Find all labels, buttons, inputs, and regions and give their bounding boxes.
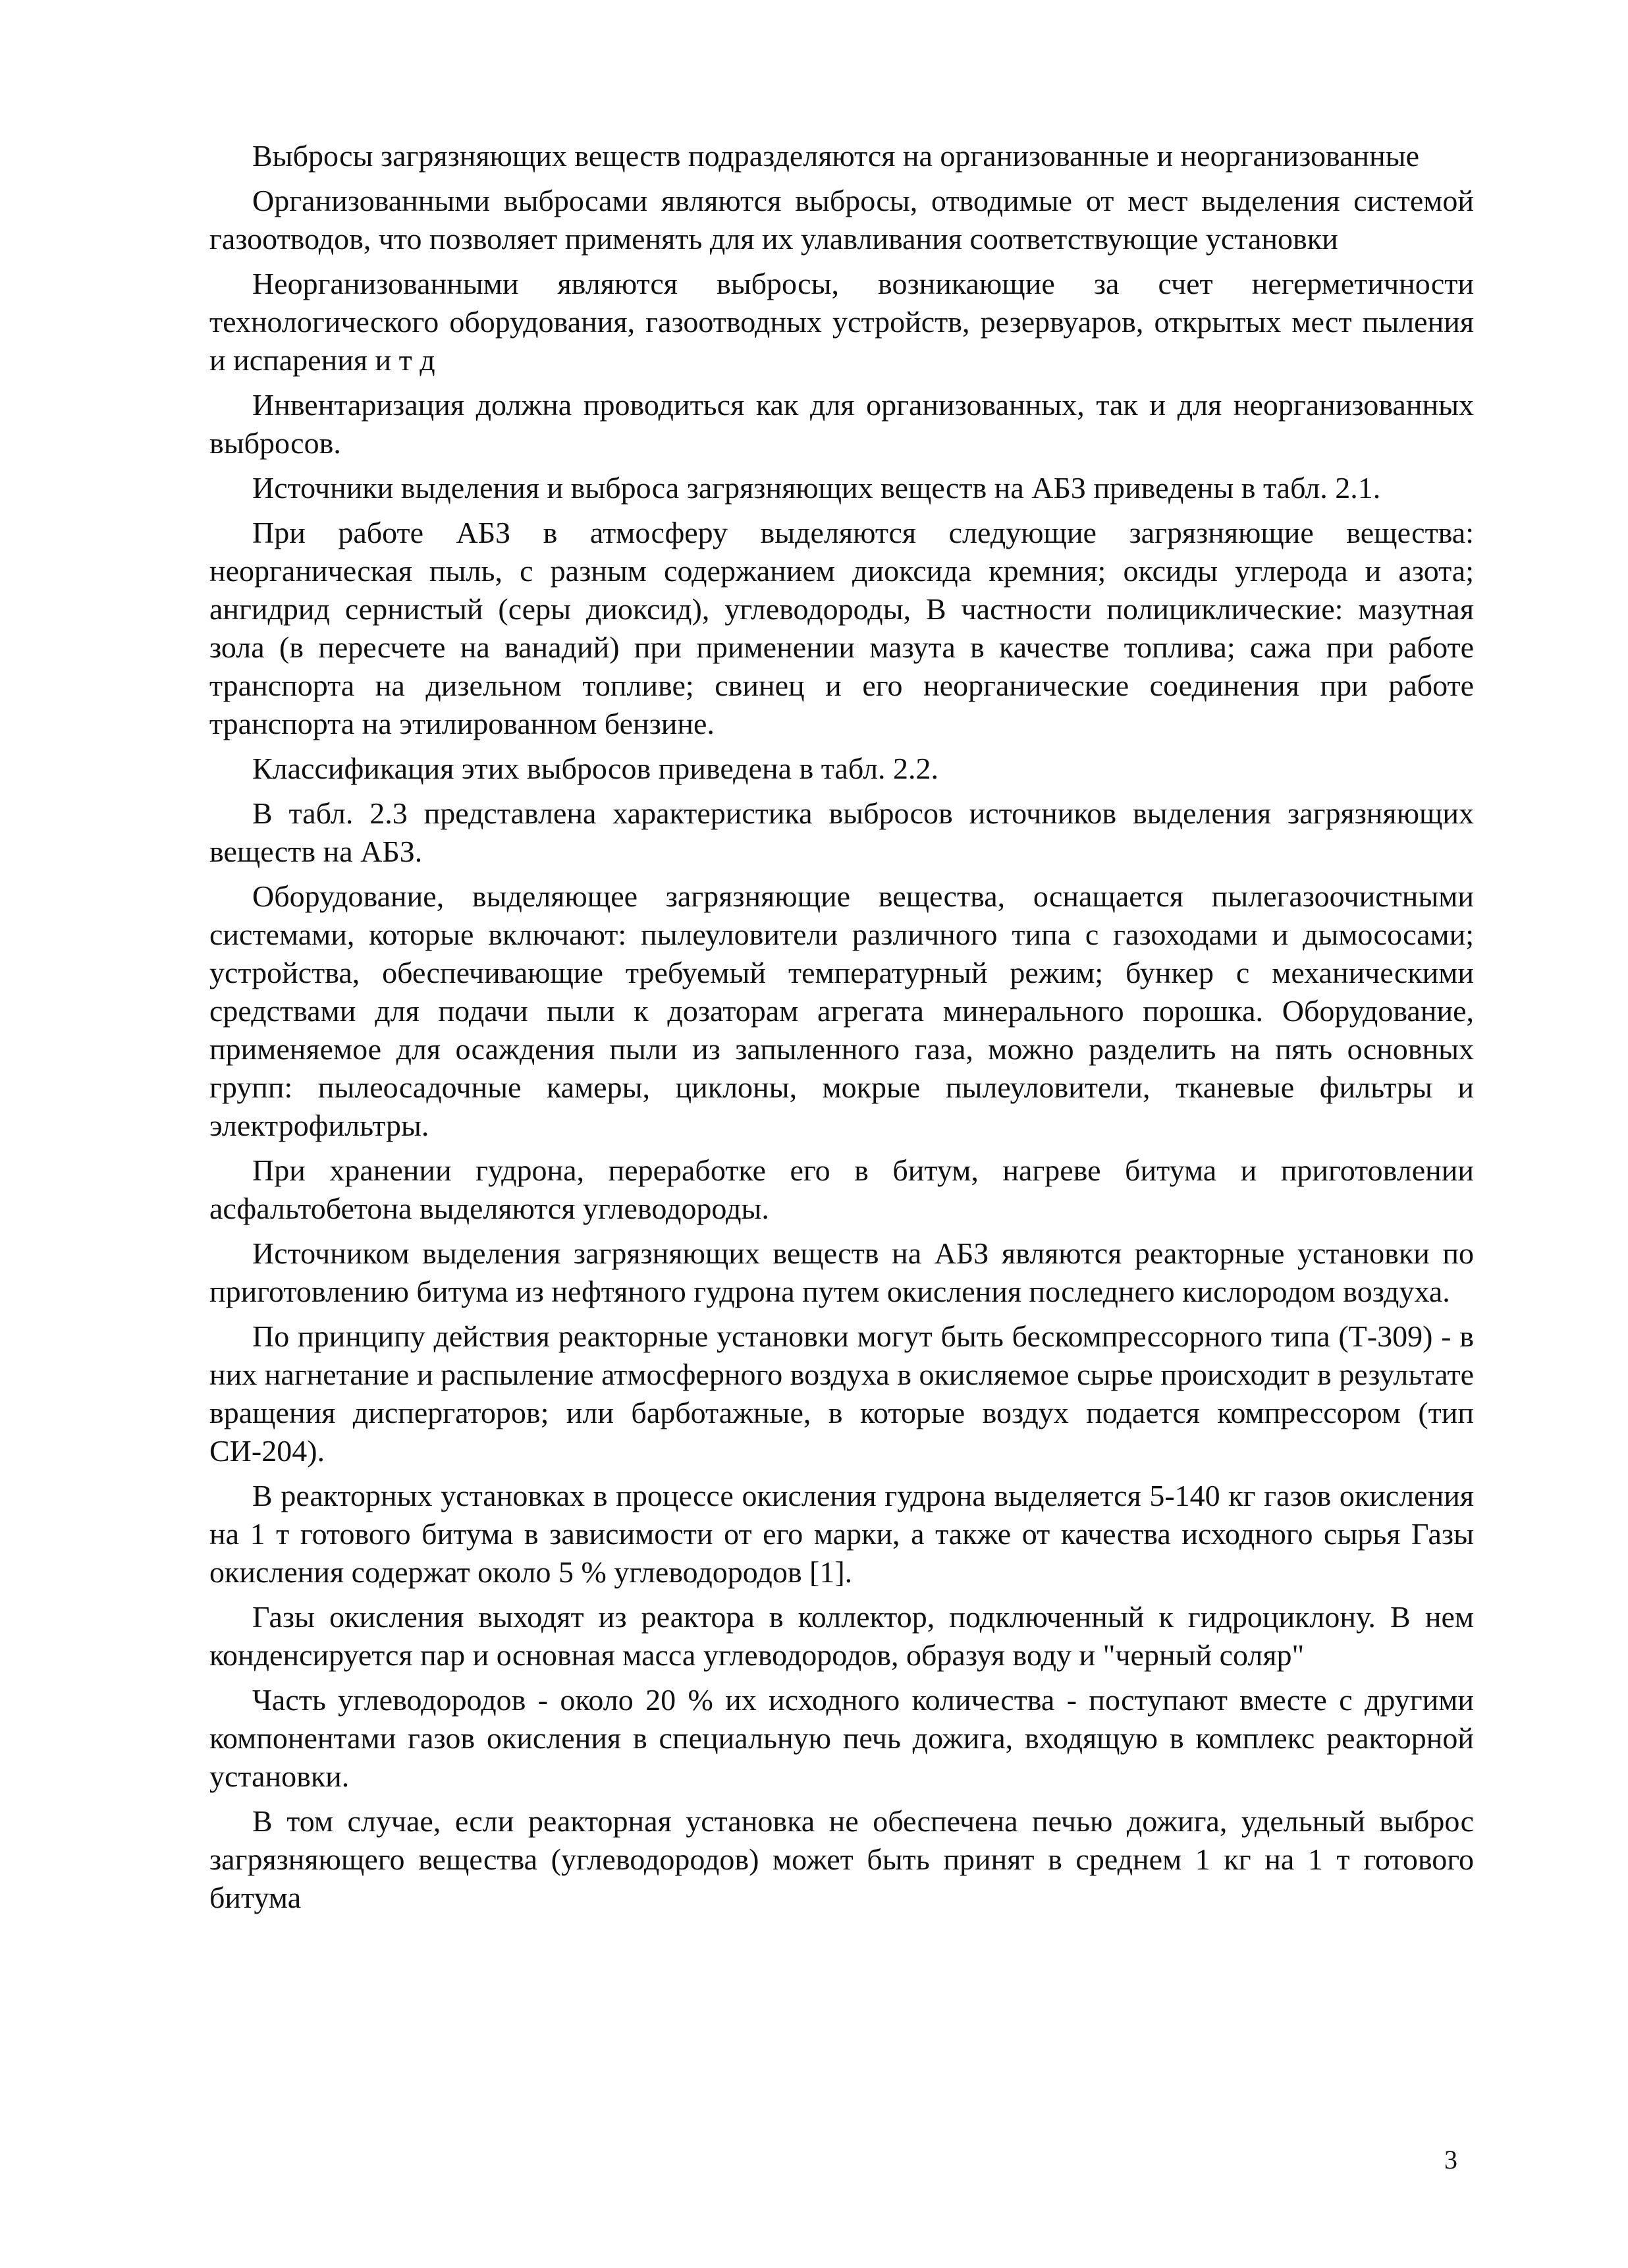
paragraph: Инвентаризация должна проводиться как для организованных, так и для неорганизованных выбросов. — [209, 388, 1474, 460]
paragraph: Выбросы загрязняющих веществ подразделяются на организованные и неорганизованные — [252, 139, 1420, 173]
paragraph: При работе АБЗ в атмосферу выделяются следующие загрязняющие вещества: неорганическая пыль, с разным содержанием диоксида кремния; оксиды углерода и азота; ангидрид сернистый (серы диоксид), углеводороды, В частности полициклические: мазутная зола (в пересчете на ванадий) при применении мазута в качестве топлива; сажа при работе транспорта на дизельном топливе; свинец и его неорганические соединения при работе транспорта на этилированном бензине. — [209, 516, 1474, 740]
paragraph: В реакторных установках в процессе окисления гудрона выделяется 5-140 кг газов окисления на 1 т готового битума в зависимости от его марки, а также от качества исходного сырья Газы окисления содержат около 5 % углеводородов [1]. — [209, 1479, 1474, 1589]
page-number: 3 — [1444, 2145, 1457, 2174]
paragraph: В том случае, если реакторная установка не обеспечена печью дожига, удельный выброс загрязняющего вещества (углеводородов) может быть принят в среднем 1 кг на 1 т готового битума — [209, 1804, 1474, 1914]
paragraph: Источники выделения и выброса загрязняющих веществ на АБЗ приведены в табл. 2.1. — [252, 471, 1381, 505]
paragraph: Оборудование, выделяющее загрязняющие вещества, оснащается пылегазоочистными системами, которые включают: пылеуловители различного типа с газоходами и дымососами; устройства, обеспечивающие требуемый температурный режим; бункер с механическими средствами для подачи пыли к дозаторам агрегата минерального порошка. Оборудование, применяемое для осаждения пыли из запыленного газа, можно разделить на пять основных групп: пылеосадочные камеры, циклоны, мокрые пылеуловители, тканевые фильтры и электрофильтры. — [209, 879, 1474, 1142]
paragraph: Неорганизованными являются выбросы, возникающие за счет негерметичности технологического оборудования, газоотводных устройств, резервуаров, открытых мест пыления и испарения и т д — [209, 267, 1474, 377]
paragraph: По принципу действия реакторные установки могут быть бескомпрессорного типа (Т-309) - в них нагнетание и распыление атмосферного воздуха в окисляемое сырье происходит в результате вращения диспергаторов; или барботажные, в которые воздух подается компрессором (тип СИ-204). — [209, 1319, 1474, 1468]
paragraph: Классификация этих выбросов приведена в табл. 2.2. — [252, 752, 939, 785]
document-page — [209, 137, 1474, 1923]
paragraph: В табл. 2.3 представлена характеристика выбросов источников выделения загрязняющих веществ на АБЗ. — [209, 796, 1474, 868]
paragraph: Организованными выбросами являются выбросы, отводимые от мест выделения системой газоотводов, что позволяет применять для их улавливания соответствующие установки — [209, 184, 1474, 256]
paragraph: При хранении гудрона, переработке его в битум, нагреве битума и приготовлении асфальтобетона выделяются углеводороды. — [209, 1153, 1474, 1225]
paragraph: Источником выделения загрязняющих веществ на АБЗ являются реакторные установки по приготовлению битума из нефтяного гудрона путем окисления последнего кислородом воздуха. — [209, 1236, 1474, 1308]
paragraph: Газы окисления выходят из реактора в коллектор, подключенный к гидроциклону. В нем конденсируется пар и основная масса углеводородов, образуя воду и "черный соляр" — [209, 1600, 1474, 1672]
paragraph: Часть углеводородов - около 20 % их исходного количества - поступают вместе с другими компонентами газов окисления в специальную печь дожига, входящую в комплекс реакторной установки. — [209, 1683, 1474, 1793]
